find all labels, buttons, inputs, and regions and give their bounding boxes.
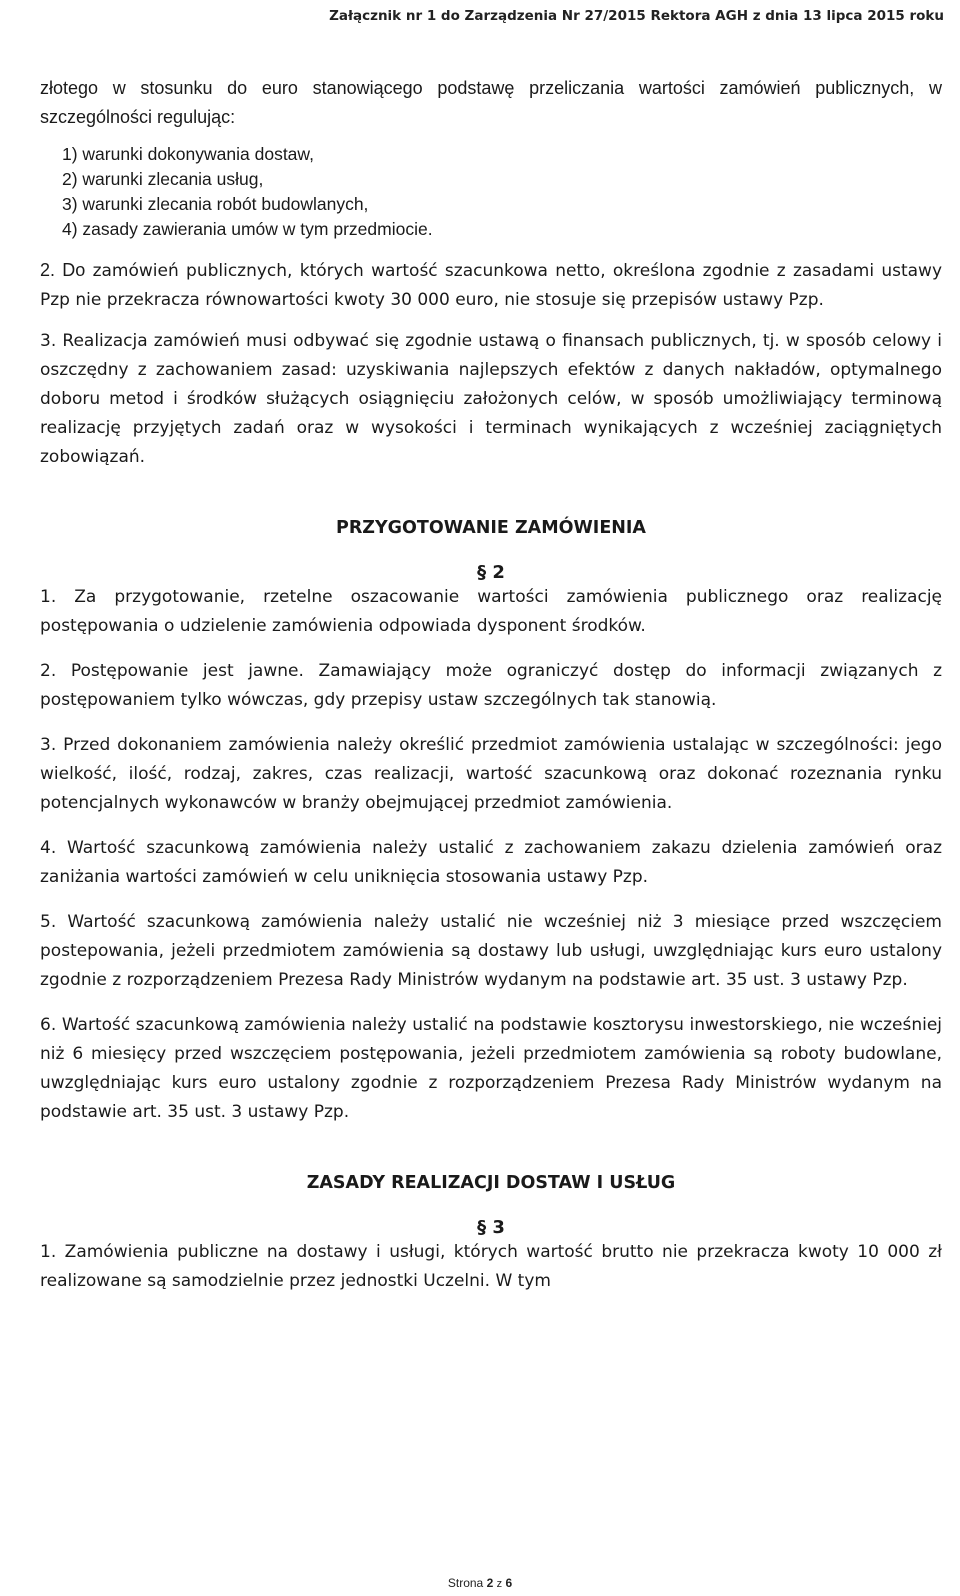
- paragraph-text: Przed dokonaniem zamówienia należy określić przedmiot zamówienia ustalając w szczególności: jego wielkość, ilość, rodzaj, zakres, czas realizacji, wartość szacunkową oraz dokonać rozeznania rynku potencjalnych wykonawców w branży obejmującej przedmiot zamówienia.: [40, 735, 943, 813]
- section-paragraph: [40, 1238, 942, 1296]
- section-paragraph: [40, 583, 942, 641]
- section-paragraph: [40, 834, 942, 892]
- paragraph-text: Zamówienia publiczne na dostawy i usługi, których wartość brutto nie przekracza kwoty 10 000 zł realizowane są samodzielnie przez jednostki Uczelni. W tym: [40, 1242, 942, 1291]
- current-page-number: 2: [486, 1576, 494, 1590]
- list-item: 1) warunki dokonywania dostaw,: [62, 144, 314, 164]
- paragraph-text: Postępowanie jest jawne. Zamawiający może ograniczyć dostęp do informacji związanych z postępowaniem tylko wówczas, gdy przepisy ustaw szczególnych tak stanowią.: [40, 661, 942, 710]
- paragraph-number: 5.: [40, 912, 57, 932]
- document-body: [40, 74, 942, 1296]
- paragraph-text: Wartość szacunkową zamówienia należy ustalić na podstawie kosztorysu inwestorskiego, nie wcześniej niż 6 miesięcy przed wszczęciem postępowania, jeżeli przedmiotem zamówienia są roboty budowlane, uwzględniając kurs euro ustalony zgodnie z rozporządzeniem Prezesa Rady Ministrów wydanym na podstawie art. 35 ust. 3 ustawy Pzp.: [40, 1015, 943, 1122]
- paragraph-number: 3.: [40, 331, 57, 351]
- paragraph-lead-word: Do: [62, 260, 86, 280]
- paragraph-number: 1.: [40, 1242, 57, 1262]
- paragraph-text: Wartość szacunkową zamówienia należy ustalić nie wcześniej niż 3 miesiące przed wszczęciem postepowania, jeżeli przedmiotem zamówienia są dostawy lub usługi, uwzględniając kurs euro ustalony zgodnie z rozporządzeniem Prezesa Rady Ministrów wydanym na podstawie art. 35 ust. 3 ustawy Pzp.: [40, 912, 942, 990]
- page-header: Załącznik nr 1 do Zarządzenia Nr 27/2015 Rektora AGH z dnia 13 lipca 2015 roku: [329, 8, 944, 24]
- paragraph-number: 2.: [40, 661, 57, 681]
- paragraph-number: 4.: [40, 838, 57, 858]
- section-mark: § 3: [477, 1217, 505, 1238]
- section-paragraph: [40, 731, 942, 818]
- section-mark: § 2: [477, 562, 505, 583]
- section-paragraph: [40, 908, 942, 995]
- section-title: ZASADY REALIZACJI DOSTAW I USŁUG: [306, 1173, 676, 1193]
- paragraph-number: 2.: [40, 260, 56, 280]
- paragraph-number: 3.: [40, 735, 57, 755]
- list-item: 2) warunki zlecania usług,: [62, 169, 264, 189]
- total-pages-number: 6: [505, 1576, 513, 1590]
- intro-paragraph: złotego w stosunku do euro stanowiącego podstawę przeliczania wartości zamówień publicznych, w szczególności regulując:: [40, 78, 942, 127]
- paragraph-number: 1.: [40, 587, 57, 607]
- page-label: Strona: [447, 1576, 484, 1590]
- paragraph-2: [40, 256, 942, 315]
- list-item: 4) zasady zawierania umów w tym przedmiocie.: [62, 219, 433, 239]
- paragraph-text: zamówień publicznych, których wartość szacunkowa netto, określona zgodnie z zasadami ustawy Pzp nie przekracza równowartości kwoty 30 000 euro, nie stosuje się przepisów ustawy Pzp.: [40, 261, 943, 310]
- conditions-list: [62, 142, 942, 242]
- paragraph-text: Za przygotowanie, rzetelne oszacowanie wartości zamówienia publicznego oraz realizację postępowania o udzielenie zamówienia odpowiada dysponent środków.: [40, 587, 942, 636]
- paragraph-number: 6.: [40, 1015, 57, 1035]
- section-paragraph: [40, 657, 942, 715]
- section-paragraph: [40, 1011, 942, 1127]
- page-of-label: z: [496, 1578, 503, 1590]
- paragraph-3: [40, 327, 942, 472]
- section-title: PRZYGOTOWANIE ZAMÓWIENIA: [336, 518, 646, 538]
- paragraph-text: Wartość szacunkową zamówienia należy ustalić z zachowaniem zakazu dzielenia zamówień oraz zaniżania wartości zamówień w celu uniknięcia stosowania ustawy Pzp.: [40, 838, 943, 887]
- page-footer: [0, 1576, 960, 1590]
- paragraph-text: Realizacja zamówień musi odbywać się zgodnie ustawą o finansach publicznych, tj. w sposób celowy i oszczędny z zachowaniem zasad: uzyskiwania najlepszych efektów z danych nakładów, optymalnego doboru metod i środków służących osiągnięciu założonych celów, w sposób umożliwiający terminową realizację przyjętych zadań oraz w wysokości i terminach wynikających z wcześniej zaciągniętych zobowiązań.: [40, 331, 942, 467]
- list-item: 3) warunki zlecania robót budowlanych,: [62, 194, 369, 214]
